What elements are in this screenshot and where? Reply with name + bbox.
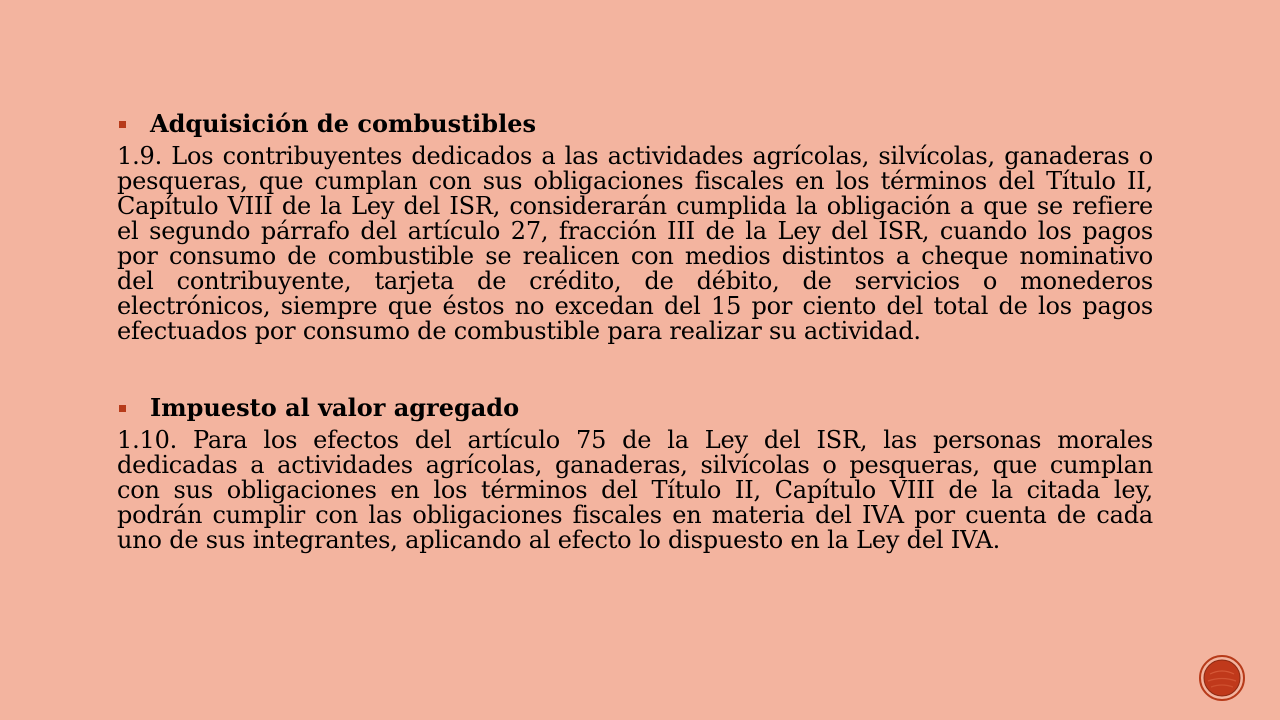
section-combustibles bbox=[117, 108, 1153, 344]
slide-content bbox=[117, 108, 1153, 553]
square-bullet-icon bbox=[119, 121, 126, 128]
circle-badge-icon bbox=[1198, 654, 1246, 702]
section-heading-text: Impuesto al valor agregado bbox=[150, 393, 520, 422]
section-iva bbox=[117, 392, 1153, 553]
square-bullet-icon bbox=[119, 405, 126, 412]
section-paragraph: 1.9. Los contribuyentes dedicados a las actividades agrícolas, silvícolas, ganaderas o pesqueras, que cumplan con sus obligaciones fiscales en los términos del Título II, Capítulo VIII de la Ley del ISR, considerarán cumplida la obligación a que se refiere el segundo párrafo del artículo 27, fracción III de la Ley del ISR, cuando los pagos por consumo de combustible se realicen con medios distintos a cheque nominativo del contribuyente, tarjeta de crédito, de débito, de servicios o monederos electrónicos, siempre que éstos no excedan del 15 por ciento del total de los pagos efectuados por consumo de combustible para realizar su actividad. bbox=[117, 142, 1153, 345]
section-heading-text: Adquisición de combustibles bbox=[150, 109, 536, 138]
section-heading bbox=[117, 108, 1153, 140]
section-heading bbox=[117, 392, 1153, 424]
section-paragraph: 1.10. Para los efectos del artículo 75 de la Ley del ISR, las personas morales dedicadas a actividades agrícolas, ganaderas, silvícolas o pesqueras, que cumplan con sus obligaciones en los términos del Título II, Capítulo VIII de la citada ley, podrán cumplir con las obligaciones fiscales en materia del IVA por cuenta de cada uno de sus integrantes, aplicando al efecto lo dispuesto en la Ley del IVA. bbox=[117, 426, 1153, 554]
